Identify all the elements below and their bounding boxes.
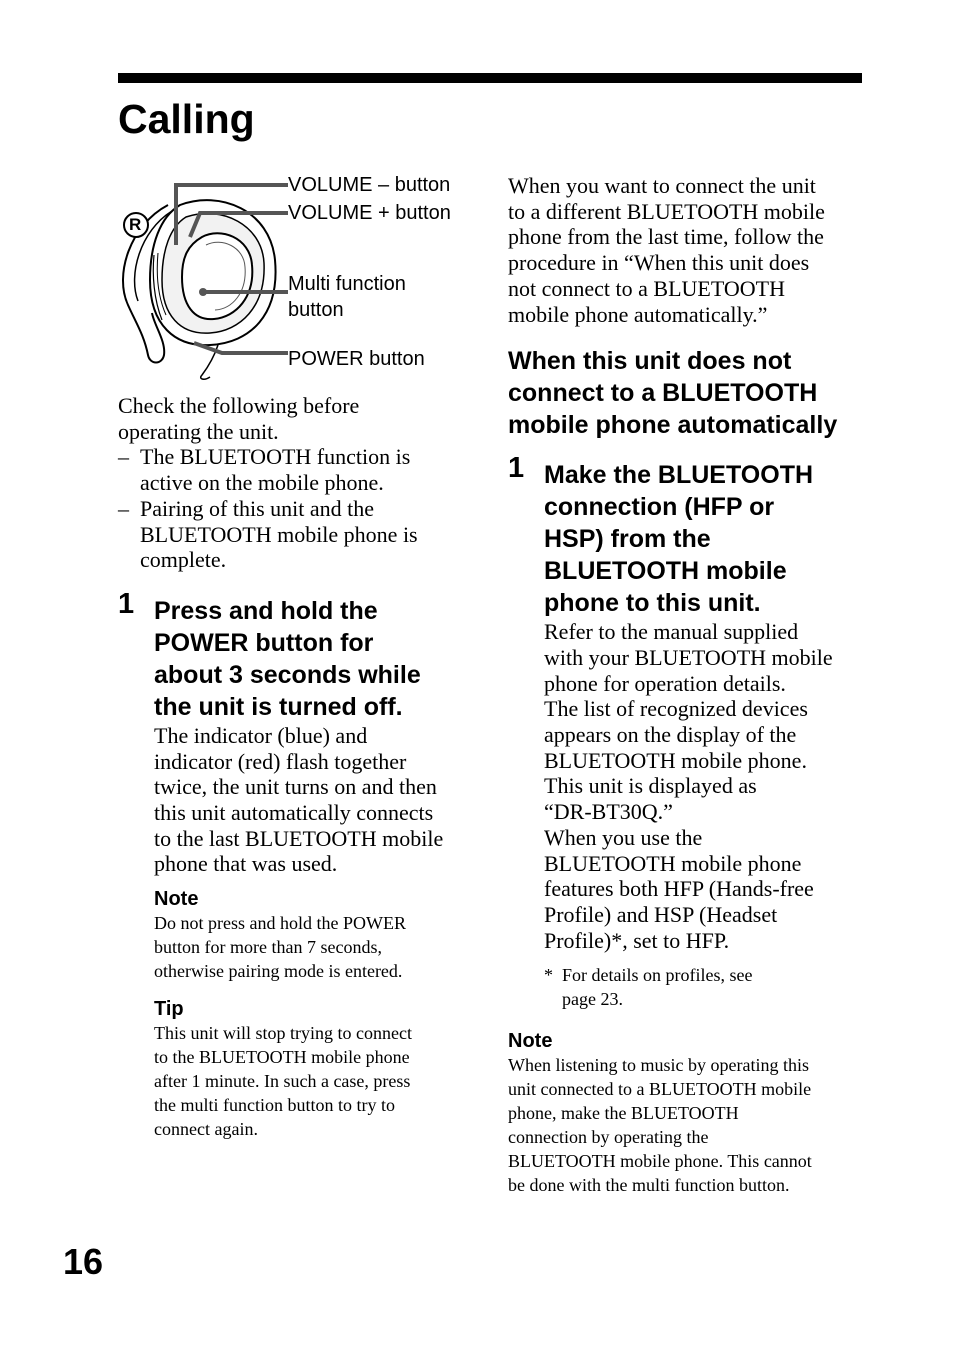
left-column xyxy=(118,393,478,1141)
right-column xyxy=(508,173,864,1197)
step-1-left xyxy=(118,587,478,1141)
step-body: The indicator (blue) and indicator (red) flash together twice, the unit turns on and then this unit automatically connects to the last BLUETOOTH mobile phone that was used. xyxy=(154,722,444,877)
step-title: Press and hold the POWER button for about 3 seconds while the unit is turned off. xyxy=(154,596,421,721)
header-rule xyxy=(118,73,862,83)
footnote: * For details on profiles, see page 23. xyxy=(544,965,753,1010)
page-title: Calling xyxy=(118,96,255,142)
note-text: When listening to music by operating this unit connected to a BLUETOOTH mobile phone, make the BLUETOOTH connection by operating the BLUETOOTH mobile phone. This cannot be done with the multi function button. xyxy=(508,1055,812,1196)
step-title: Make the BLUETOOTH connection (HFP or HSP) from the BLUETOOTH mobile phone to this unit. xyxy=(544,461,814,618)
step-number: 1 xyxy=(508,452,525,485)
section-heading: When this unit does not connect to a BLUETOOTH mobile phone automatically xyxy=(508,347,838,440)
step-1-right xyxy=(508,452,864,1011)
note-text: Do not press and hold the POWER button for more than 7 seconds, otherwise pairing mode is entered. xyxy=(154,913,406,982)
callout-power: POWER button xyxy=(288,348,425,370)
precondition-list xyxy=(118,444,478,573)
intro-text: When you want to connect the unit to a different BLUETOOTH mobile phone from the last time, follow the procedure in “When this unit does not connect to a BLUETOOTH mobile phone automatically.” xyxy=(508,173,825,327)
tip-heading: Tip xyxy=(154,998,184,1021)
r-marker-label: R xyxy=(129,215,142,234)
footnote-mark: * xyxy=(544,965,553,986)
step-number: 1 xyxy=(118,587,135,620)
callout-volume-minus: VOLUME – button xyxy=(288,174,451,196)
note-heading: Note xyxy=(508,1030,553,1053)
step-body: Refer to the manual supplied with your BLUETOOTH mobile phone for operation details. The list of recognized devices appears on the display of the BLUETOOTH mobile phone. This unit is displayed as “DR-BT30Q.” When you use the BLUETOOTH mobile phone features both HFP (Hands-free Profile) and HSP (Headset Profile)*, set to HFP. xyxy=(544,619,833,953)
note-heading: Note xyxy=(154,888,199,911)
tip-text: This unit will stop trying to connect to the BLUETOOTH mobile phone after 1 minute. In such a case, press the multi function button to try to connect again. xyxy=(154,1023,412,1140)
callout-volume-plus: VOLUME + button xyxy=(288,202,451,224)
intro-text: Check the following before operating the unit. xyxy=(118,393,360,444)
callout-multi-function-1: Multi function xyxy=(288,273,406,295)
page-number: 16 xyxy=(63,1241,104,1282)
list-item: – The BLUETOOTH function is active on the mobile phone. xyxy=(118,444,478,495)
callout-multi-function-2: button xyxy=(288,299,344,321)
list-item: – Pairing of this unit and the BLUETOOTH mobile phone is complete. xyxy=(118,496,478,573)
headset-figure xyxy=(110,165,480,390)
